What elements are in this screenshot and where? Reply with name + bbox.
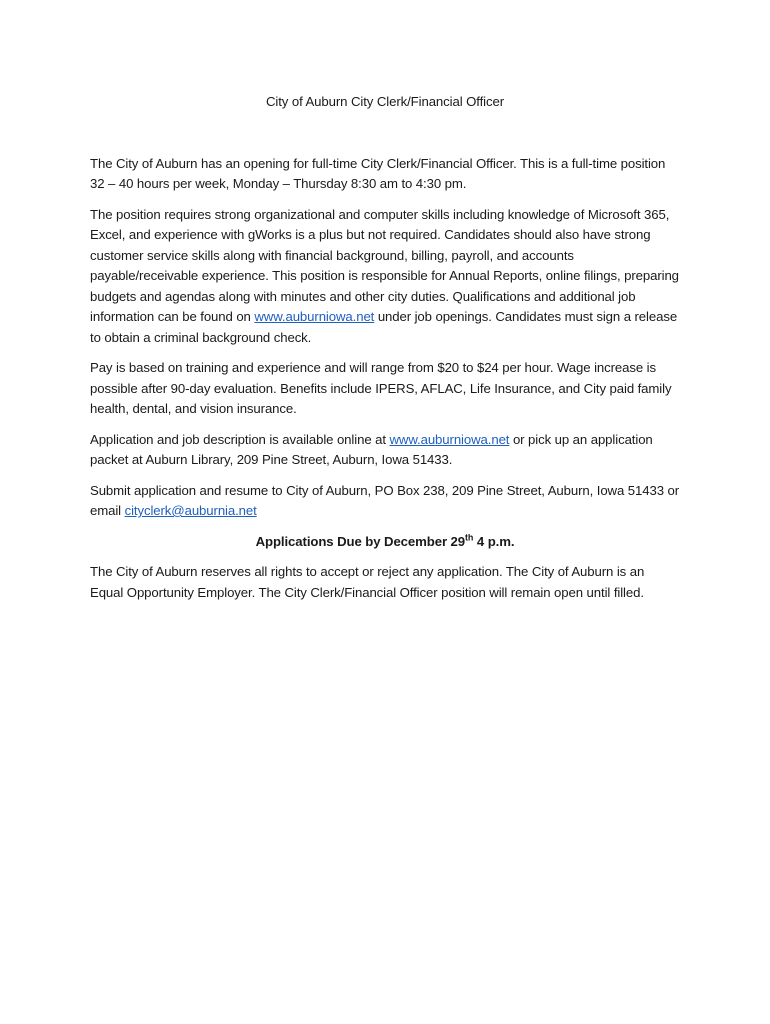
document-page: [90, 92, 680, 613]
paragraph-requirements: [90, 205, 680, 349]
submit-text: Submit application and resume to City of Auburn, PO Box 238, 209 Pine Street, Auburn, Iowa 51433 or email: [90, 482, 680, 518]
website-link-application[interactable]: www.auburniowa.net: [389, 431, 510, 447]
rights-text: The City of Auburn reserves all rights to accept or reject any application. The City of Auburn is an Equal Opportunity Employer. The City Clerk/Financial Officer position will remain open until filled.: [90, 564, 645, 600]
pay-text: Pay is based on training and experience and will range from $20 to $24 per hour. Wage increase is possible after 90-day evaluation. Benefits include IPERS, AFLAC, Life Insurance, and City paid family health, dental, and vision insurance.: [90, 360, 672, 416]
paragraph-pay: [90, 358, 680, 420]
requirements-text-start: The position requires strong organizational and computer skills including knowledge of Microsoft 365, Excel, and experience with gWorks is a plus but not required. Candidates should also have strong customer service skills along with financial background, billing, payroll, and accounts payable/receivable experience. This position is responsible for Annual Reports, online filings, preparing budgets and agendas along with minutes and other city duties. Qualifications and additional job information can be found on: [90, 206, 679, 324]
deadline-ordinal: th: [465, 532, 474, 543]
application-text-end: or pick up an application packet at Auburn Library, 209 Pine Street, Auburn, Iowa 51433.: [90, 431, 653, 467]
requirements-text-end: under job openings. Candidates must sign a release to obtain a criminal background check.: [90, 309, 678, 345]
deadline-text-end: 4 p.m.: [473, 533, 515, 549]
paragraph-opening: [90, 154, 680, 195]
application-text-start: Application and job description is available online at: [90, 431, 390, 447]
website-link[interactable]: www.auburniowa.net: [254, 309, 375, 324]
paragraph-submit: [90, 481, 680, 522]
deadline-text-start: Applications Due by December 29: [255, 533, 466, 549]
paragraph-application: [90, 430, 680, 471]
paragraph-rights: [90, 562, 680, 603]
email-link[interactable]: cityclerk@auburnia.net: [124, 503, 257, 518]
document-title: City of Auburn City Clerk/Financial Officer: [265, 94, 505, 109]
deadline-notice: [90, 532, 680, 553]
paragraph-opening-text: The City of Auburn has an opening for full-time City Clerk/Financial Officer. This is a full-time position 32 – 40 hours per week, Monday – Thursday 8:30 am to 4:30 pm.: [90, 155, 666, 191]
